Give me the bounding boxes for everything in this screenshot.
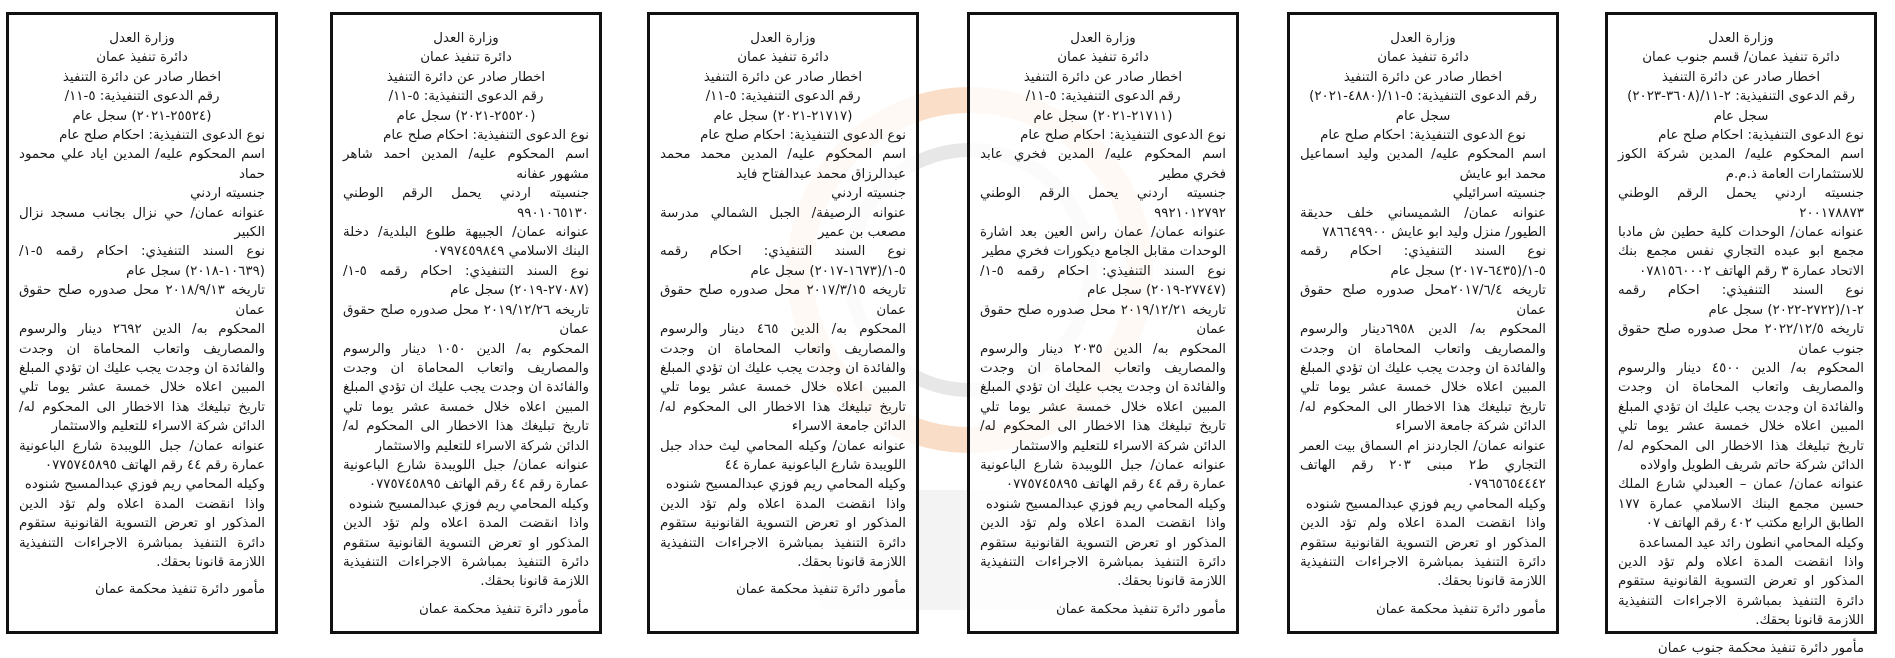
notice-paragraph: عنوانه عمان/ الوحدات كلية حطين ش مادبا مجمع ابو عبده التجاري نفس مجمع بنك الاتحاد عمارة ٣ رقم الهاتف ٠٧٨١٥٦٠٠٠٢ <box>1618 225 1864 279</box>
notice-paragraph: تاريخه ٢٠١٩/١٢/٢٦ محل صدوره صلح حقوق عمان <box>343 302 589 338</box>
notice-paragraph: نوع الدعوى التنفيذية: احكام صلح عام <box>700 128 906 144</box>
notice-paragraph: وكيله المحامي ريم فوزي عبدالمسيح شنوده <box>348 496 589 512</box>
notice-paragraph: واذا انقضت المدة اعلاه ولم تؤد الدين المذكور او تعرض التسوية القانونية ستقوم دائرة التنفيذ بمباشرة الاجراءات التنفيذية اللازمة قانونا بحقك. <box>343 516 589 590</box>
notice-paragraph: المحكوم به/ الدين ٦٩٥٨دينار والرسوم والمصاريف واتعاب المحاماة ان وجدت والفائدة ان وجدت يجب عليك ان تؤدي المبلغ المبين اعلاه خلال خمسة عشر يوما تلي تاريخ تبليغك هذا الاخطار الى المحكوم له/ الدائن شركة جامعة الاسراء <box>1300 322 1546 435</box>
notice-paragraph: اسم المحكوم عليه/ المدين شركة الكوز للاستثمارات العامة ذ.م.م <box>1618 147 1864 182</box>
notice-header-line: رقم الدعوى التنفيذية: ٥-١١/ <box>64 89 220 105</box>
notice-paragraph: المحكوم به/ الدين ٢٠٣٥ دينار والرسوم والمصاريف واتعاب المحاماة ان وجدت والفائدة ان وجدت يجب عليك ان تؤدي المبلغ المبين اعلاه خلال خمسة عشر يوما تلي تاريخ تبليغك هذا الاخطار الى المحكوم له/ الدائن شركة الاسراء للتعليم والاستثمار <box>980 341 1226 454</box>
notice-paragraph: نوع السند التنفيذي: احكام رقمه ٥-١/ (١٠٦٣٩-٢٠١٨) سجل عام <box>19 244 265 279</box>
notice-paragraph: واذا انقضت المدة اعلاه ولم تؤد الدين المذكور او تعرض التسوية القانونية ستقوم دائرة التنفيذ بمباشرة الاجراءات التنفيذية اللازمة قانونا بحقك. <box>980 516 1226 590</box>
notice-header-line: اخطار صادر عن دائرة التنفيذ <box>703 69 863 85</box>
notice-header-line: رقم الدعوى التنفيذية: ٥-١١/ <box>705 89 861 105</box>
notice-header-line: اخطار صادر عن دائرة التنفيذ <box>1661 69 1821 85</box>
notice-paragraph: عنوانه عمان/ حي نزال بجانب مسجد نزال الكبير <box>19 205 265 241</box>
notice-paragraph: نوع الدعوى التنفيذية: احكام صلح عام <box>383 128 589 144</box>
notice-signature: مأمور دائرة تنفيذ محكمة عمان <box>1375 601 1546 617</box>
notice-signature: مأمور دائرة تنفيذ محكمة عمان <box>94 582 265 598</box>
notice-paragraph: جنسيته اردني يحمل الرقم الوطني ٩٩٢١٠١٢٧٩٢ <box>980 186 1226 221</box>
notice-paragraph: تاريخه ٢٠١٧/٣/١٥ محل صدوره صلح حقوق عمان <box>660 283 906 318</box>
notice-paragraph: المحكوم به/ الدين ٤٦٥ دينار والرسوم والمصاريف واتعاب المحاماة ان وجدت والفائدة ان وجدت يجب عليك ان تؤدي المبلغ المبين اعلاه خلال خمسة عشر يوما تلي تاريخ تبليغك هذا الاخطار الى المحكوم له/ الدائن جامعة الاسراء <box>660 322 907 435</box>
notice-header-line: رقم الدعوى التنفيذية: ٢-١١/(٣٦٠٨-٢٠٢٣) <box>1627 89 1855 105</box>
legal-notice <box>330 12 602 634</box>
legal-notice <box>647 12 919 634</box>
notice-header-line: اخطار صادر عن دائرة التنفيذ <box>62 69 222 85</box>
notice-paragraph: وكيله المحامي ريم فوزي عبدالمسيح شنوده <box>665 477 906 493</box>
notice-paragraph: جنسيته اردني <box>190 186 265 202</box>
legal-notice <box>1605 12 1877 656</box>
notice-ministry-title: وزارة العدل <box>1390 31 1456 46</box>
notice-paragraph: تاريخه ٢٠٢٢/١٢/٥ محل صدوره صلح حقوق جنوب عمان <box>1618 322 1864 357</box>
notice-paragraph: نوع الدعوى التنفيذية: احكام صلح عام <box>59 128 265 144</box>
notice-header-line: (٢١٧١١-٢٠٢١) سجل عام <box>1033 108 1173 124</box>
notice-paragraph: عنوانه عمان/ الجاردنز ام السماق بيت العمر التجاري ط٢ مبنى ٢٠٣ رقم الهاتف ٠٧٩٦٥٦٥٤٤٤٢ <box>1300 438 1546 493</box>
notice-ministry-title: وزارة العدل <box>433 31 499 46</box>
notice-header-line: دائرة تنفيذ عمان/ قسم جنوب عمان <box>1642 50 1840 66</box>
notice-ministry-title: وزارة العدل <box>1070 31 1136 46</box>
notice-paragraph: تاريخه ٢٠١٧/٦/٤محل صدوره صلح حقوق عمان <box>1300 283 1546 318</box>
notice-paragraph: اسم المحكوم عليه/ المدين محمد محمد عبدالرزاق محمد عبدالفتاح فايد <box>660 147 906 182</box>
notice-paragraph: وكيله المحامي ريم فوزي عبدالمسيح شنوده <box>1305 496 1546 512</box>
legal-notice <box>6 12 278 634</box>
notice-paragraph: تاريخه ٢٠١٨/٩/١٣ محل صدوره صلح حقوق عمان <box>19 283 265 318</box>
legal-notice <box>967 12 1239 634</box>
notice-signature: مأمور دائرة تنفيذ محكمة عمان <box>735 582 906 598</box>
notice-paragraph: نوع السند التنفيذي: احكام رقمه ٥-١/(١٦٧٣-٢٠١٧) سجل عام <box>660 244 906 279</box>
notice-paragraph: نوع السند التنفيذي: احكام رقمه ٥-١/(٦٤٣٥-٢٠١٧) سجل عام <box>1300 244 1546 279</box>
notice-paragraph: نوع السند التنفيذي: احكام رقمه ٥-١/ (٢٧٧٤٧-٢٠١٩) سجل عام <box>980 263 1226 299</box>
notice-paragraph: عنوانه عمان/ جبل اللويبدة شارع الباعونية عمارة رقم ٤٤ رقم الهاتف ٠٧٧٥٧٤٥٨٩٥ <box>980 457 1226 493</box>
notice-header-line: سجل عام <box>1713 108 1769 124</box>
notice-paragraph: اسم المحكوم عليه/ المدين وليد اسماعيل محمد ابو عايش <box>1300 147 1546 182</box>
legal-notice <box>1287 12 1559 634</box>
notice-paragraph: واذا انقضت المدة اعلاه ولم تؤد الدين المذكور او تعرض التسوية القانونية ستقوم دائرة التنفيذ بمباشرة الاجراءات التنفيذية اللازمة قانونا بحقك. <box>1300 516 1546 590</box>
notice-header-line: دائرة تنفيذ عمان <box>420 50 512 66</box>
notice-paragraph: واذا انقضت المدة اعلاه ولم تؤد الدين المذكور او تعرض التسوية القانونية ستقوم دائرة التنفيذ بمباشرة الاجراءات التنفيذية اللازمة قانونا بحقك. <box>1618 554 1864 629</box>
notice-header-line: (٢٥٥٢٤-٢٠٢١) سجل عام <box>72 108 212 124</box>
notice-paragraph: جنسيته اردني <box>831 186 906 202</box>
notice-paragraph: عنوانه عمان/ جبل اللويبدة شارع الباعونية عمارة رقم ٤٤ رقم الهاتف ٠٧٧٥٧٤٥٨٩٥ <box>343 457 589 493</box>
notice-ministry-title: وزارة العدل <box>1708 31 1774 46</box>
notice-signature: مأمور دائرة تنفيذ محكمة عمان <box>418 601 589 617</box>
notice-paragraph: نوع السند التنفيذي: احكام رقمه ٢-١/(٢٧٢٢-٢٠٢٢) سجل عام <box>1618 283 1864 318</box>
notice-paragraph: تاريخه ٢٠١٩/١٢/٢١ محل صدوره صلح حقوق عمان <box>980 302 1226 338</box>
notice-header-line: نوع الدعوى التنفيذية: احكام صلح عام <box>1320 128 1526 144</box>
notice-header-line: (٢٥٥٢٠-٢٠٢١) سجل عام <box>396 108 536 124</box>
notice-paragraph: اسم المحكوم عليه/ المدين فخري عابد فخري مطير <box>980 147 1226 182</box>
notice-paragraph: نوع السند التنفيذي: احكام رقمه ٥-١/ (٢٧٠٨٧-٢٠١٩) سجل عام <box>343 263 589 299</box>
notice-paragraph: جنسيته اردني يحمل الرقم الوطني ٩٩٠١٠٦٥١٣٠ <box>343 186 589 221</box>
notice-paragraph: عنوانه الرصيفة/ الجبل الشمالي مدرسة مصعب بن عمير <box>660 205 906 241</box>
notice-paragraph: المحكوم به/ الدين ٢٦٩٢ دينار والرسوم والمصاريف واتعاب المحاماة ان وجدت والفائدة ان وجدت يجب عليك ان تؤدي المبلغ المبين اعلاه خلال خمسة عشر يوما تلي تاريخ تبليغك هذا الاخطار الى المحكوم له/ الدائن شركة الاسراء للتعليم والاستثمار <box>19 322 265 435</box>
notice-header-line: اخطار صادر عن دائرة التنفيذ <box>386 69 546 85</box>
notice-header-line: رقم الدعوى التنفيذية: ٥-١١/ <box>1025 89 1181 105</box>
notice-paragraph: وكيله المحامي ريم فوزي عبدالمسيح شنوده <box>985 496 1226 512</box>
notice-paragraph: نوع الدعوى التنفيذية: احكام صلح عام <box>1020 128 1226 144</box>
notice-header-line: (٢١٧١٧-٢٠٢١) سجل عام <box>713 108 853 124</box>
notice-header-line: اخطار صادر عن دائرة التنفيذ <box>1343 69 1503 85</box>
notice-paragraph: المحكوم به/ الدين ٤٥٠٠ دينار والرسوم والمصاريف واتعاب المحاماة ان وجدت والفائدة ان وجدت يجب عليك ان تؤدي المبلغ المبين اعلاه خلال خمسة عشر يوما تلي تاريخ تبليغك هذا الاخطار الى المحكوم له/ الدائن شركة حاتم شريف الطويل واولاده <box>1618 360 1864 473</box>
notice-header-line: سجل عام <box>1395 108 1451 124</box>
notice-paragraph: عنوانه عمان/ وكيله المحامي ليث حداد جبل اللويبدة شارع الباعونية عمارة ٤٤ <box>660 438 906 473</box>
notice-paragraph: عنوانه عمان/ الجبيهة طلوع البلدية/ دخلة البنك الاسلامي ٠٧٩٧٤٥٩٨٤٩ <box>343 225 589 260</box>
notice-paragraph: اسم المحكوم عليه/ المدين اياد علي محمود حماد <box>19 147 265 182</box>
notice-paragraph: عنوانه عمان/ عمان راس العين بعد اشارة الوحدات مقابل الجامع ديكورات فخري مطير <box>980 225 1226 260</box>
notice-paragraph: عنوانه عمان/ الشميساني خلف حديقة الطيور/ منزل وليد ابو عايش ٧٨٦٦٤٩٩٠٠ <box>1300 205 1546 241</box>
notice-ministry-title: وزارة العدل <box>109 31 175 46</box>
notice-paragraph: وكيله المحامي ريم فوزي عبدالمسيح شنوده <box>24 477 265 493</box>
notice-header-line: رقم الدعوى التنفيذية: ٥-١١/(٤٨٨٠-٢٠٢١) <box>1309 89 1537 105</box>
notice-ministry-title: وزارة العدل <box>750 31 816 46</box>
notice-header-line: دائرة تنفيذ عمان <box>737 50 829 66</box>
notice-header-line: رقم الدعوى التنفيذية: ٥-١١/ <box>388 89 544 105</box>
notice-header-line: دائرة تنفيذ عمان <box>1057 50 1149 66</box>
notice-header-line: دائرة تنفيذ عمان <box>1377 50 1469 66</box>
notice-paragraph: جنسيته اسرائيلي <box>1452 186 1546 202</box>
notice-paragraph: وكيله المحامي انطون رائد عيد المساعدة <box>1638 535 1864 551</box>
notice-paragraph: نوع الدعوى التنفيذية: احكام صلح عام <box>1658 128 1864 144</box>
notice-paragraph: عنوانه عمان/ جبل اللويبدة شارع الباعونية عمارة رقم ٤٤ رقم الهاتف ٠٧٧٥٧٤٥٨٩٥ <box>19 438 265 473</box>
notice-paragraph: المحكوم به/ الدين ١٠٥٠ دينار والرسوم والمصاريف واتعاب المحاماة ان وجدت والفائدة ان وجدت يجب عليك ان تؤدي المبلغ المبين اعلاه خلال خمسة عشر يوما تلي تاريخ تبليغك هذا الاخطار الى المحكوم له/ الدائن شركة الاسراء للتعليم والاستثمار <box>343 341 589 454</box>
notice-paragraph: واذا انقضت المدة اعلاه ولم تؤد الدين المذكور او تعرض التسوية القانونية ستقوم دائرة التنفيذ بمباشرة الاجراءات التنفيذية اللازمة قانونا بحقك. <box>19 496 265 570</box>
notice-header-line: دائرة تنفيذ عمان <box>96 50 188 66</box>
notice-paragraph: اسم المحكوم عليه/ المدين احمد شاهر مشهور عفانه <box>343 147 589 182</box>
notice-paragraph: جنسيته اردني يحمل الرقم الوطني ٢٠٠١٧٨٨٧٣ <box>1618 186 1864 221</box>
notice-header-line: اخطار صادر عن دائرة التنفيذ <box>1023 69 1183 85</box>
notice-signature: مأمور دائرة تنفيذ محكمة عمان <box>1055 601 1226 617</box>
notice-paragraph: عنوانه عمان/ عمان – العبدلي شارع الملك حسين مجمع البنك الاسلامي عمارة ١٧٧ الطابق الرابع مكتب ٤٠٢ رقم الهاتف ٠٧ <box>1618 477 1864 532</box>
notice-paragraph: واذا انقضت المدة اعلاه ولم تؤد الدين المذكور او تعرض التسوية القانونية ستقوم دائرة التنفيذ بمباشرة الاجراءات التنفيذية اللازمة قانونا بحقك. <box>660 496 906 570</box>
notice-signature: مأمور دائرة تنفيذ محكمة جنوب عمان <box>1657 640 1864 656</box>
